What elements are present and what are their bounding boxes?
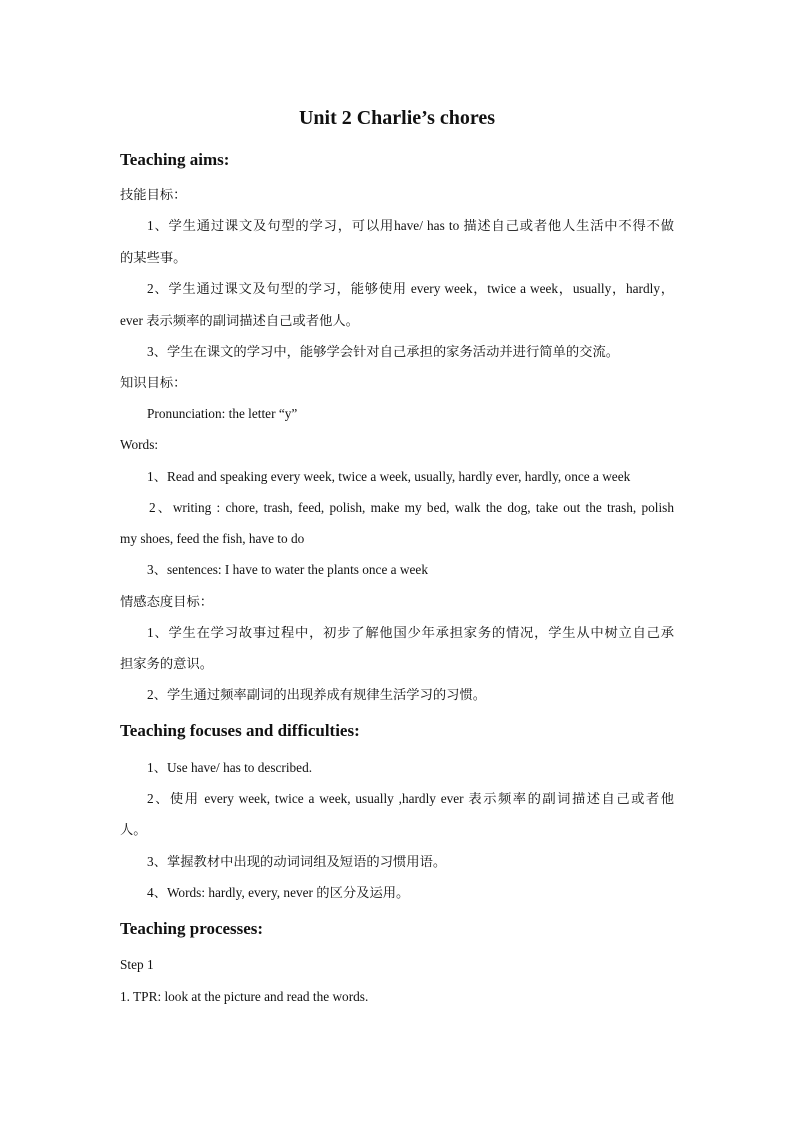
skills-label: 技能目标：: [120, 187, 187, 202]
pronunciation-line: Pronunciation: the letter “y”: [147, 406, 298, 421]
words-item-2: 2、writing : chore, trash, feed, polish, make my bed, walk the dog, take out the trash, polish: [149, 500, 674, 515]
focuses-item-2-cont: 人。: [120, 822, 147, 837]
skills-item-1: 1、学生通过课文及句型的学习，可以用have/ has to 描述自己或者他人生活中不得不做: [147, 218, 674, 233]
attitude-item-2: 2、学生通过频率副词的出现养成有规律生活学习的习惯。: [147, 687, 487, 702]
processes-heading: Teaching processes:: [120, 919, 264, 938]
words-item-3: 3、sentences: I have to water the plants once a week: [147, 562, 428, 577]
words-item-1: 1、Read and speaking every week, twice a week, usually, hardly ever, hardly, once a week: [147, 469, 631, 484]
attitude-label: 情感态度目标：: [120, 594, 214, 609]
words-item-2-cont: my shoes, feed the fish, have to do: [120, 531, 305, 546]
knowledge-label: 知识目标：: [120, 375, 187, 390]
words-label: Words:: [120, 437, 159, 452]
processes-item-1: 1. TPR: look at the picture and read the words.: [120, 989, 369, 1004]
teaching-aims-heading: Teaching aims:: [120, 150, 230, 169]
attitude-item-1: 1、学生在学习故事过程中，初步了解他国少年承担家务的情况，学生从中树立自己承: [147, 625, 674, 640]
document-title: Unit 2 Charlie’s chores: [298, 107, 496, 129]
focuses-heading: Teaching focuses and difficulties:: [120, 721, 360, 740]
skills-item-1-cont: 的某些事。: [120, 250, 187, 265]
focuses-item-2: 2、使用 every week, twice a week, usually ,hardly ever 表示频率的副词描述自己或者他: [147, 791, 674, 806]
focuses-item-3: 3、掌握教材中出现的动词词组及短语的习惯用语。: [147, 854, 447, 869]
skills-item-3: 3、学生在课文的学习中，能够学会针对自己承担的家务活动并进行简单的交流。: [147, 344, 620, 359]
skills-item-2: 2、学生通过课文及句型的学习，能够使用 every week，twice a week，usually，hardly，: [147, 281, 674, 296]
attitude-item-1-cont: 担家务的意识。: [120, 656, 214, 671]
skills-item-2-cont: ever 表示频率的副词描述自己或者他人。: [120, 313, 359, 328]
focuses-item-1: 1、Use have/ has to described.: [147, 760, 313, 775]
step-label: Step 1: [120, 957, 154, 972]
focuses-item-4: 4、Words: hardly, every, never 的区分及运用。: [147, 885, 410, 900]
